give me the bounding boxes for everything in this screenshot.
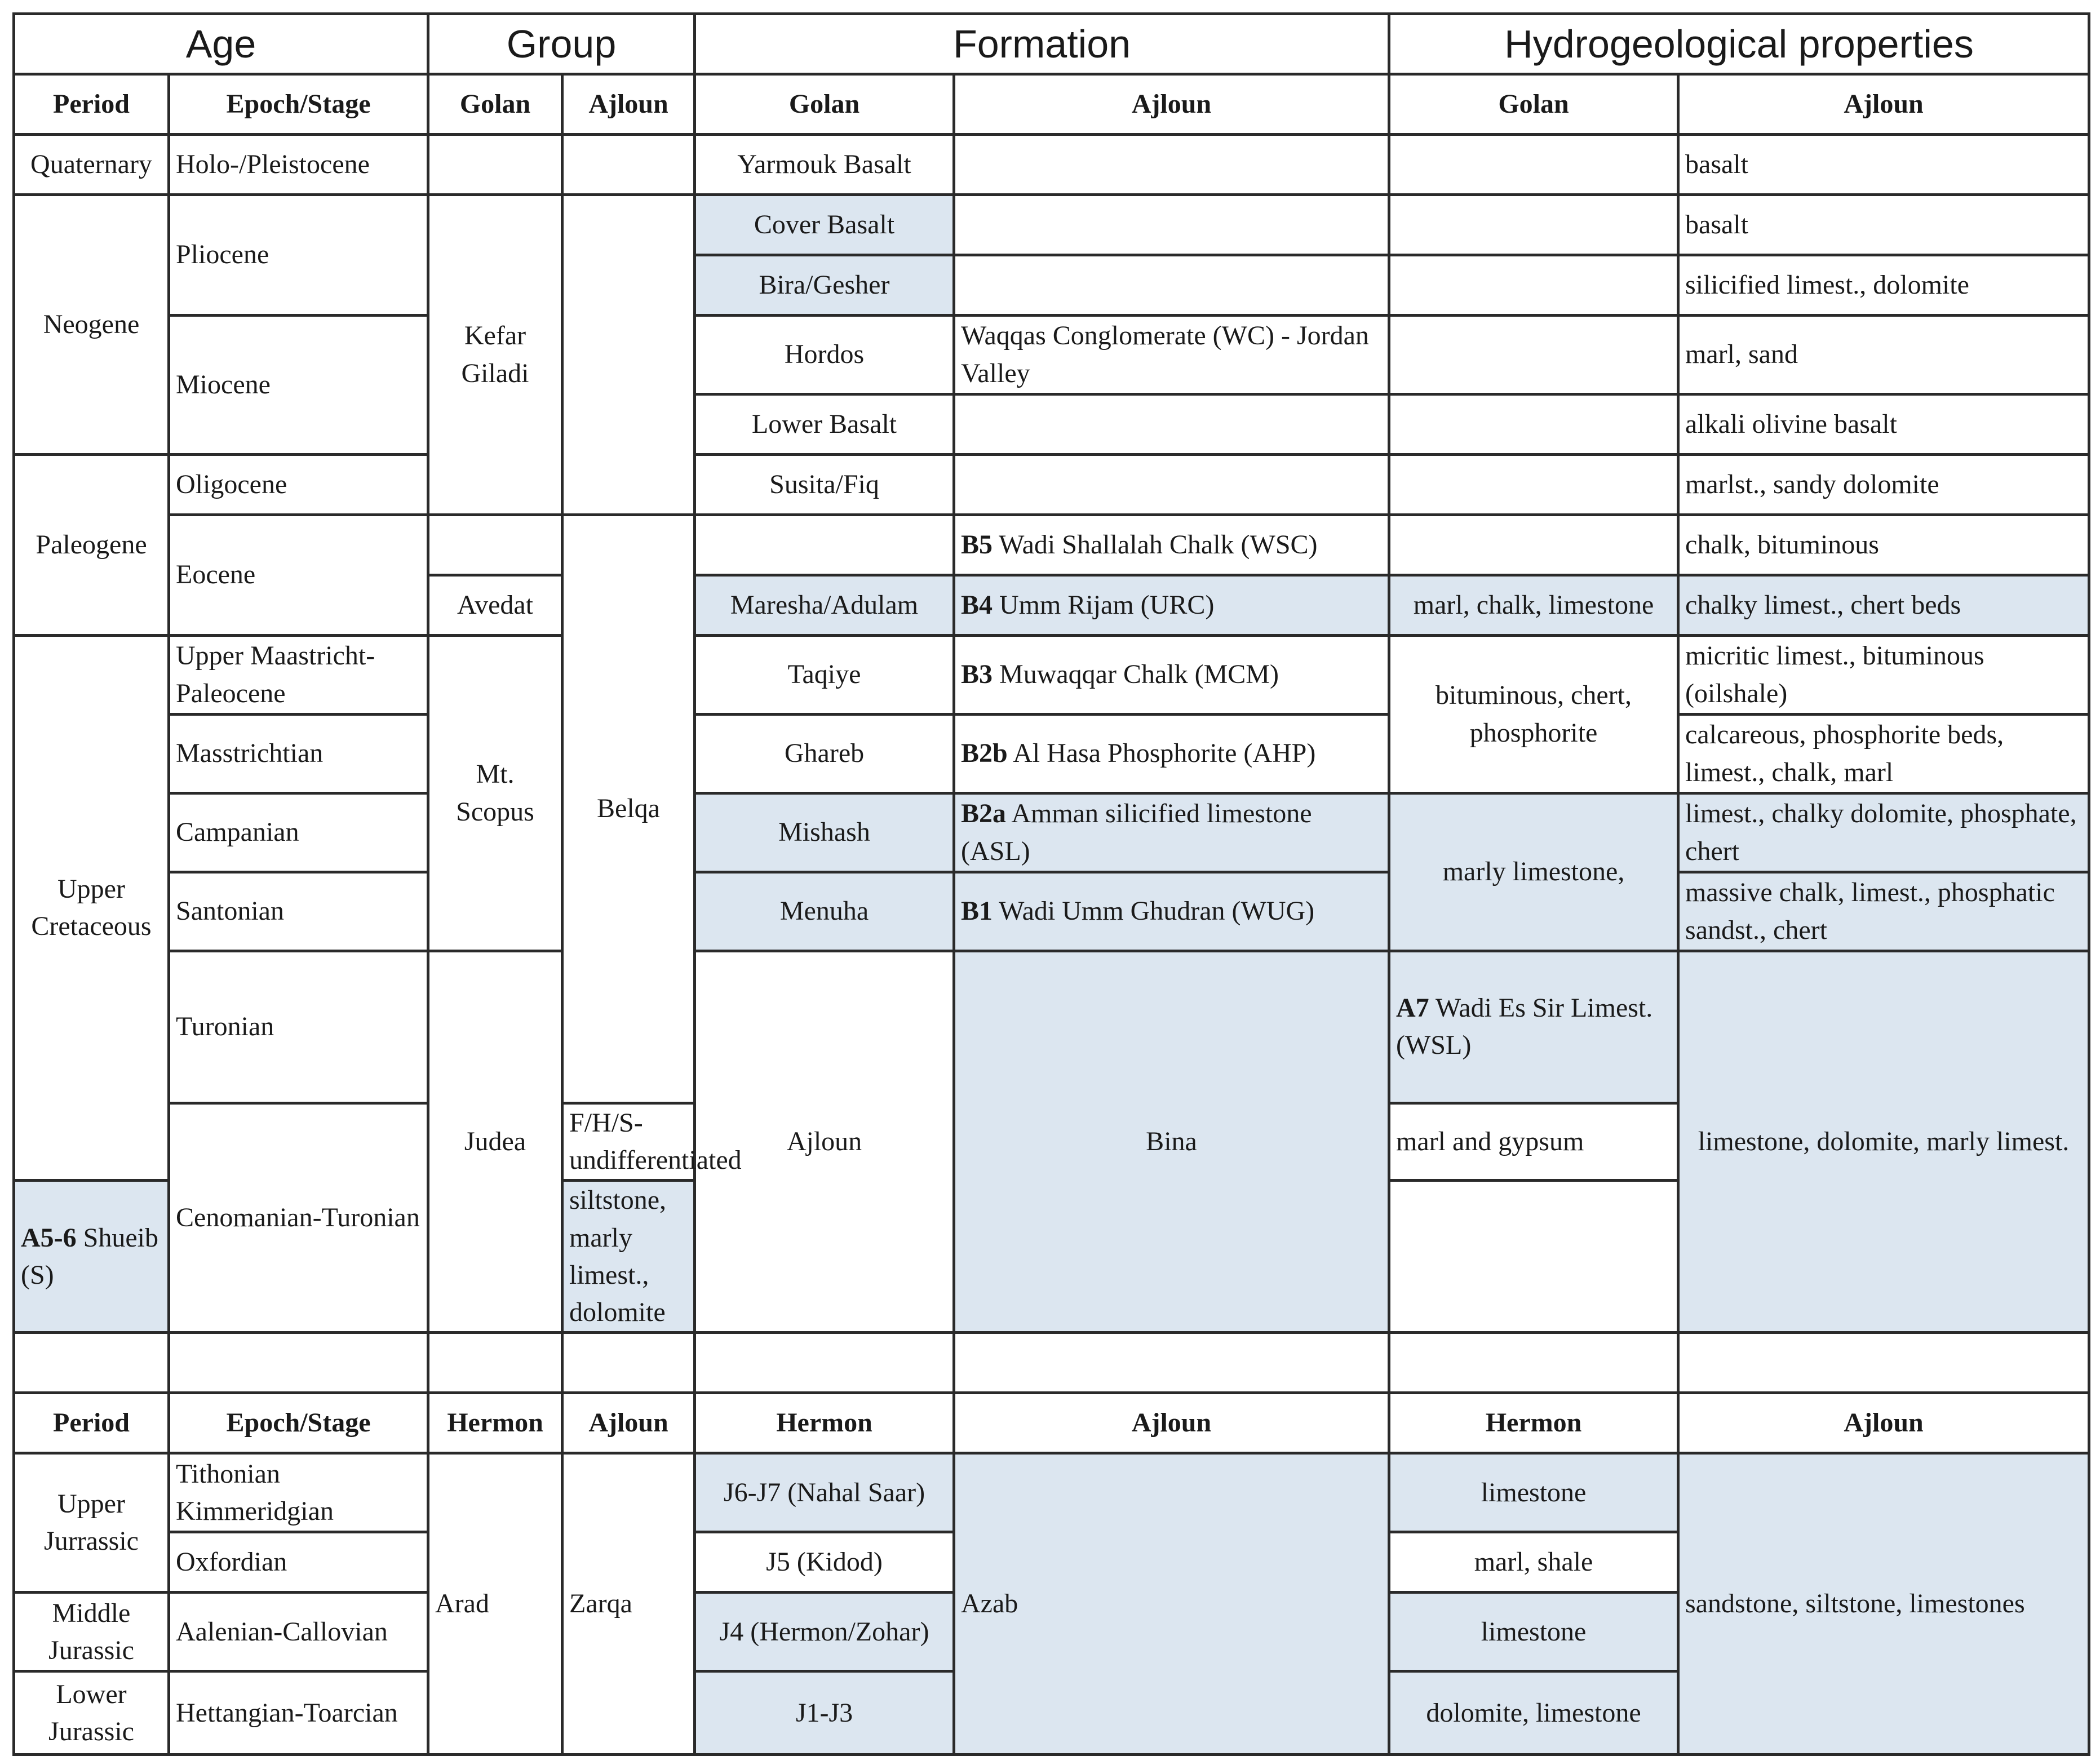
- period-upper-cretaceous: Upper Cretaceous: [14, 636, 169, 1181]
- empty-cell: [562, 135, 695, 195]
- epoch-pliocene: Pliocene: [169, 195, 428, 316]
- formation-lower-basalt: Lower Basalt: [695, 394, 954, 455]
- hydro-b5: chalk, bituminous: [1678, 515, 2089, 575]
- formation-name: Muwaqqar Chalk (MCM): [999, 659, 1279, 690]
- subheader-row-1: [14, 74, 2089, 135]
- formation-name: Wadi Shallalah Chalk (WSC): [999, 529, 1318, 560]
- formation-j5: J5 (Kidod): [695, 1532, 954, 1593]
- subheader-hydro-ajloun: Ajloun: [1678, 74, 2089, 135]
- hydro-susita: marlst., sandy dolomite: [1678, 455, 2089, 515]
- empty-cell: [1389, 515, 1678, 575]
- formation-bina: Bina: [954, 951, 1389, 1333]
- empty-cell: [1389, 316, 1678, 394]
- formation-code: B4: [961, 589, 993, 620]
- subheader-formation-hermon: Hermon: [695, 1393, 954, 1453]
- subheader-group-ajloun: Ajloun: [562, 74, 695, 135]
- empty-cell: [428, 515, 562, 575]
- formation-hordos: Hordos: [695, 316, 954, 394]
- subheader-epoch: Epoch/Stage: [169, 1393, 428, 1453]
- formation-bira-gesher: Bira/Gesher: [695, 255, 954, 316]
- spacer-row: [14, 1333, 2089, 1393]
- stratigraphy-table-container: [12, 12, 2088, 1746]
- hydro-a5-6: siltstone, marly limest., dolomite: [562, 1181, 695, 1333]
- group-avedat: Avedat: [428, 575, 562, 636]
- empty-cell: [1389, 394, 1678, 455]
- formation-name: Umm Rijam (URC): [999, 589, 1215, 620]
- group-ajloun: Ajloun: [695, 951, 954, 1333]
- hydro-yarmouk: basalt: [1678, 135, 2089, 195]
- stratigraphy-table: [12, 12, 2090, 1756]
- formation-a7: [1389, 951, 1678, 1103]
- epoch-oxfordian: Oxfordian: [169, 1532, 428, 1593]
- epoch-turonian: Turonian: [169, 951, 428, 1103]
- formation-j4: J4 (Hermon/Zohar): [695, 1593, 954, 1671]
- formation-b3: [954, 636, 1389, 715]
- epoch-cenomanian-turonian: Cenomanian-Turonian: [169, 1103, 428, 1332]
- hydro-b3: micritic limest., bituminous (oilshale): [1678, 636, 2089, 715]
- formation-b2b: [954, 715, 1389, 793]
- hydro-j6-j7: limestone: [1389, 1453, 1678, 1532]
- header-hydro: Hydrogeological properties: [1389, 14, 2089, 74]
- formation-maresha-adulam: Maresha/Adulam: [695, 575, 954, 636]
- table-row: [14, 1453, 2089, 1532]
- epoch-masstrichtian: Masstrichtian: [169, 715, 428, 793]
- header-age: Age: [14, 14, 428, 74]
- epoch-santonian: Santonian: [169, 872, 428, 951]
- empty-cell: [1389, 455, 1678, 515]
- epoch-hettangian-toarcian: Hettangian-Toarcian: [169, 1671, 428, 1755]
- period-middle-jurassic: Middle Jurassic: [14, 1593, 169, 1671]
- table-row: [14, 455, 2089, 515]
- hydro-b2a: limest., chalky dolomite, phosphate, chert: [1678, 793, 2089, 872]
- formation-b5: [954, 515, 1389, 575]
- hydro-b2b: calcareous, phosphorite beds, limest., chalk, marl: [1678, 715, 2089, 793]
- empty-cell: [562, 195, 695, 515]
- formation-fhs: F/H/S-undifferentiated: [562, 1103, 695, 1180]
- empty-cell: [1678, 1333, 2089, 1393]
- formation-code: B3: [961, 659, 993, 690]
- main-header-row: [14, 14, 2089, 74]
- epoch-oligocene: Oligocene: [169, 455, 428, 515]
- formation-name: Shueib (S): [21, 1222, 158, 1290]
- hydro-cover-basalt: basalt: [1678, 195, 2089, 255]
- formation-name: Wadi Es Sir Limest. (WSL): [1396, 993, 1653, 1061]
- empty-cell: [954, 455, 1389, 515]
- empty-cell: [954, 1333, 1389, 1393]
- formation-name: Al Hasa Phosphorite (AHP): [1013, 738, 1316, 769]
- group-kefar-giladi: Kefar Giladi: [428, 195, 562, 515]
- subheader-hydro-hermon: Hermon: [1389, 1393, 1678, 1453]
- formation-b2a: [954, 793, 1389, 872]
- table-row: [14, 515, 2089, 575]
- hydro-lower-basalt: alkali olivine basalt: [1678, 394, 2089, 455]
- epoch-eocene: Eocene: [169, 515, 428, 636]
- formation-name: Amman silicified limestone (ASL): [961, 799, 1312, 866]
- subheader-formation-ajloun: Ajloun: [954, 1393, 1389, 1453]
- subheader-hydro-ajloun: Ajloun: [1678, 1393, 2089, 1453]
- formation-name: Wadi Umm Ghudran (WUG): [999, 896, 1315, 926]
- empty-cell: [1389, 135, 1678, 195]
- empty-cell: [428, 1333, 562, 1393]
- formation-a5-6: [14, 1181, 169, 1333]
- hydro-hordos: marl, sand: [1678, 316, 2089, 394]
- formation-code: B5: [961, 529, 993, 560]
- empty-cell: [695, 1333, 954, 1393]
- empty-cell: [954, 195, 1389, 255]
- group-zarqa: Zarqa: [562, 1453, 695, 1755]
- epoch-aalenian-callovian: Aalenian-Callovian: [169, 1593, 428, 1671]
- formation-yarmouk-basalt: Yarmouk Basalt: [695, 135, 954, 195]
- hydro-j5: marl, shale: [1389, 1532, 1678, 1593]
- formation-code: A7: [1396, 993, 1429, 1023]
- hydro-j1-j3: dolomite, limestone: [1389, 1671, 1678, 1755]
- subheader-group-hermon: Hermon: [428, 1393, 562, 1453]
- period-lower-jurassic: Lower Jurassic: [14, 1671, 169, 1755]
- formation-mishash: Mishash: [695, 793, 954, 872]
- subheader-hydro-golan: Golan: [1389, 74, 1678, 135]
- empty-cell: [169, 1333, 428, 1393]
- hydro-golan-limestone-dolomite: limestone, dolomite, marly limest.: [1678, 951, 2089, 1333]
- empty-cell: [954, 394, 1389, 455]
- empty-cell: [428, 135, 562, 195]
- table-row: [14, 793, 2089, 872]
- hydro-azab: sandstone, siltstone, limestones: [1678, 1453, 2089, 1755]
- empty-cell: [1389, 1333, 1678, 1393]
- formation-code: A5-6: [21, 1222, 77, 1253]
- subheader-period: Period: [14, 1393, 169, 1453]
- group-arad: Arad: [428, 1453, 562, 1755]
- empty-cell: [954, 135, 1389, 195]
- empty-cell: [14, 1333, 169, 1393]
- formation-azab: Azab: [954, 1453, 1389, 1755]
- subheader-formation-ajloun: Ajloun: [954, 74, 1389, 135]
- hydro-golan-maresha: marl, chalk, limestone: [1389, 575, 1678, 636]
- table-row: [14, 636, 2089, 715]
- subheader-epoch: Epoch/Stage: [169, 74, 428, 135]
- subheader-formation-golan: Golan: [695, 74, 954, 135]
- group-judea: Judea: [428, 951, 562, 1333]
- hydro-b1: massive chalk, limest., phosphatic sandst., chert: [1678, 872, 2089, 951]
- epoch-tithonian: Tithonian Kimmeridgian: [169, 1453, 428, 1532]
- period-quaternary: Quaternary: [14, 135, 169, 195]
- empty-cell: [695, 515, 954, 575]
- formation-j6-j7: J6-J7 (Nahal Saar): [695, 1453, 954, 1532]
- formation-b1: [954, 872, 1389, 951]
- empty-cell: [562, 1333, 695, 1393]
- subheader-group-ajloun: Ajloun: [562, 1393, 695, 1453]
- table-row: [14, 715, 2089, 793]
- formation-ghareb: Ghareb: [695, 715, 954, 793]
- formation-cover-basalt: Cover Basalt: [695, 195, 954, 255]
- formation-code: B1: [961, 896, 993, 926]
- table-row: [14, 872, 2089, 951]
- subheader-group-golan: Golan: [428, 74, 562, 135]
- hydro-golan-marly-limestone: marly limestone,: [1389, 793, 1678, 951]
- subheader-period: Period: [14, 74, 169, 135]
- header-group: Group: [428, 14, 695, 74]
- epoch-holo-pleistocene: Holo-/Pleistocene: [169, 135, 428, 195]
- header-formation: Formation: [695, 14, 1389, 74]
- formation-code: B2b: [961, 738, 1008, 769]
- table-row: [14, 316, 2089, 394]
- group-mt-scopus: Mt. Scopus: [428, 636, 562, 951]
- formation-menuha: Menuha: [695, 872, 954, 951]
- group-belqa: Belqa: [562, 515, 695, 1103]
- formation-b4: [954, 575, 1389, 636]
- period-paleogene: Paleogene: [14, 455, 169, 636]
- table-row: [14, 951, 2089, 1103]
- hydro-bira: silicified limest., dolomite: [1678, 255, 2089, 316]
- table-row: [14, 135, 2089, 195]
- subheader-row-2: [14, 1393, 2089, 1453]
- hydro-golan-bituminous: bituminous, chert, phosphorite: [1389, 636, 1678, 793]
- empty-cell: [1389, 195, 1678, 255]
- empty-cell: [954, 255, 1389, 316]
- epoch-miocene: Miocene: [169, 316, 428, 455]
- formation-code: B2a: [961, 799, 1007, 829]
- hydro-j4: limestone: [1389, 1593, 1678, 1671]
- empty-cell: [1389, 255, 1678, 316]
- formation-taqiye: Taqiye: [695, 636, 954, 715]
- hydro-fhs: marl and gypsum: [1389, 1103, 1678, 1180]
- epoch-campanian: Campanian: [169, 793, 428, 872]
- formation-susita-fiq: Susita/Fiq: [695, 455, 954, 515]
- hydro-b4: chalky limest., chert beds: [1678, 575, 2089, 636]
- formation-j1-j3: J1-J3: [695, 1671, 954, 1755]
- formation-waqqas: Waqqas Conglomerate (WC) - Jordan Valley: [954, 316, 1389, 394]
- table-row: [14, 195, 2089, 255]
- period-upper-jurassic: Upper Jurrassic: [14, 1453, 169, 1593]
- period-neogene: Neogene: [14, 195, 169, 455]
- epoch-upper-maastricht: Upper Maastricht-Paleocene: [169, 636, 428, 715]
